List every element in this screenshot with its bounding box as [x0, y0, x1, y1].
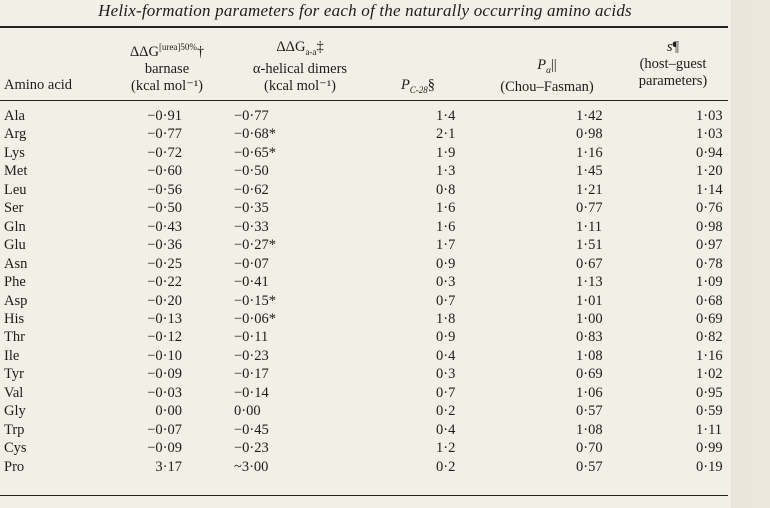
palpha-cell: 1·08 [576, 347, 603, 364]
amino-acid-cell: Ile [4, 347, 20, 364]
table-row [0, 236, 766, 254]
amino-acid-cell: Pro [4, 458, 25, 475]
s-cell: 1·09 [696, 274, 723, 291]
palpha-cell: 0·57 [576, 403, 603, 420]
s-cell: 0·99 [696, 440, 723, 457]
barnase-cell: −0·22 [147, 274, 182, 291]
pc28-cell: 1·4 [436, 108, 456, 124]
table-row [0, 402, 766, 420]
amino-acid-cell: Glu [4, 237, 26, 254]
header-rule [0, 100, 728, 101]
table-body [0, 107, 766, 476]
table-row [0, 162, 766, 180]
table-row [0, 458, 766, 476]
amino-acid-cell: Asp [4, 292, 28, 309]
table-row [0, 107, 766, 125]
dimers-cell: −0·06* [234, 310, 277, 327]
s-cell: 1·03 [696, 108, 723, 124]
palpha-cell: 1·16 [576, 144, 603, 161]
dimers-cell: −0·50 [234, 163, 269, 180]
dimers-cell: −0·23 [234, 347, 269, 364]
dimers-cell: −0·62 [234, 181, 269, 198]
palpha-cell: 1·51 [576, 237, 603, 254]
table-row [0, 365, 766, 383]
table-row [0, 384, 766, 402]
header-pc28: $P_{C-28}\S$ [400, 77, 436, 95]
table-row [0, 199, 766, 217]
s-cell: 0·95 [696, 384, 723, 401]
dimers-cell: −0·35 [234, 200, 269, 217]
palpha-cell: 0·77 [576, 200, 603, 217]
palpha-cell: 1·11 [576, 218, 603, 235]
palpha-cell: 1·13 [576, 274, 603, 291]
palpha-cell: 0·69 [576, 366, 603, 383]
barnase-cell: −0·13 [147, 310, 182, 327]
top-rule [0, 26, 728, 28]
barnase-cell: −0·10 [147, 347, 182, 364]
barnase-cell: −0·91 [147, 108, 182, 124]
pc28-cell: 0·2 [436, 403, 456, 420]
barnase-cell: −0·72 [147, 144, 182, 161]
pc28-cell: 0·3 [436, 274, 456, 291]
dimers-cell: −0·77 [234, 108, 269, 124]
amino-acid-cell: Tyr [4, 366, 24, 383]
s-cell: 0·94 [696, 144, 723, 161]
s-cell: 1·02 [696, 366, 723, 383]
amino-acid-cell: Trp [4, 421, 25, 438]
palpha-cell: 1·42 [576, 108, 603, 124]
palpha-cell: 0·57 [576, 458, 603, 475]
pc28-cell: 1·8 [436, 310, 456, 327]
dimers-cell: −0·23 [234, 440, 269, 457]
s-cell: 0·69 [696, 310, 723, 327]
dimers-cell: −0·68* [234, 126, 277, 143]
dimers-cell: −0·41 [234, 274, 269, 291]
header-palpha: $P_\alpha||$ (Chou–Fasman) [500, 57, 594, 95]
table-row [0, 292, 766, 310]
amino-acid-cell: Phe [4, 274, 26, 291]
dimers-cell: −0·07 [234, 255, 269, 272]
dimers-cell: ~3·00 [234, 458, 269, 475]
pc28-cell: 0·7 [436, 384, 456, 401]
dimers-cell: −0·33 [234, 218, 269, 235]
s-cell: 0·97 [696, 237, 723, 254]
barnase-cell: −0·77 [147, 126, 182, 143]
header-dimers: $\Delta\Delta G_{a-a}\ddagger$ α-helical dimers (kcal mol⁻¹) [252, 39, 348, 94]
table-row [0, 273, 766, 291]
page-edge [731, 0, 770, 508]
palpha-cell: 1·08 [576, 421, 603, 438]
dimers-cell: −0·14 [234, 384, 269, 401]
barnase-cell: −0·43 [147, 218, 182, 235]
barnase-cell: −0·03 [147, 384, 182, 401]
barnase-cell: −0·25 [147, 255, 182, 272]
table-row [0, 421, 766, 439]
pc28-cell: 0·9 [436, 329, 456, 346]
table-row [0, 218, 766, 236]
header-s: s¶ (host–guest parameters) [638, 39, 708, 89]
dimers-cell: −0·15* [234, 292, 277, 309]
pc28-cell: 1·6 [436, 200, 456, 217]
pc28-cell: 0·8 [436, 181, 456, 198]
header-barnase: $\Delta\Delta G^{[urea]50\%}\dagger$ barnase (kcal mol⁻¹) [129, 42, 205, 94]
dimers-cell: −0·11 [234, 329, 269, 346]
s-cell: 0·98 [696, 218, 723, 235]
pc28-cell: 1·2 [436, 440, 456, 457]
amino-acid-cell: Asn [4, 255, 28, 272]
barnase-cell: −0·56 [147, 181, 182, 198]
data-table [0, 107, 766, 476]
dimers-cell: −0·65* [234, 144, 277, 161]
bottom-rule [0, 495, 728, 496]
amino-acid-cell: Leu [4, 181, 27, 198]
dimers-cell: −0·45 [234, 421, 269, 438]
palpha-cell: 0·83 [576, 329, 603, 346]
pc28-cell: 2·1 [436, 126, 456, 143]
barnase-cell: −0·20 [147, 292, 182, 309]
amino-acid-cell: Thr [4, 329, 25, 346]
s-cell: 0·82 [696, 329, 723, 346]
palpha-cell: 0·70 [576, 440, 603, 457]
barnase-cell: −0·09 [147, 366, 182, 383]
pc28-cell: 1·7 [436, 237, 456, 254]
pc28-cell: 0·3 [436, 366, 456, 383]
s-cell: 1·20 [696, 163, 723, 180]
amino-acid-cell: Lys [4, 144, 25, 161]
header-amino-acid: Amino acid [4, 77, 73, 93]
amino-acid-cell: Gln [4, 218, 26, 235]
table-row [0, 144, 766, 162]
s-cell: 0·68 [696, 292, 723, 309]
pc28-cell: 1·9 [436, 144, 456, 161]
amino-acid-cell: His [4, 310, 25, 327]
amino-acid-cell: Ala [4, 108, 25, 124]
barnase-cell: 0·00 [155, 403, 182, 420]
palpha-cell: 0·98 [576, 126, 603, 143]
table-row [0, 347, 766, 365]
palpha-cell: 1·01 [576, 292, 603, 309]
table-row [0, 310, 766, 328]
barnase-cell: −0·36 [147, 237, 182, 254]
palpha-cell: 1·00 [576, 310, 603, 327]
pc28-cell: 0·4 [436, 347, 456, 364]
pc28-cell: 1·6 [436, 218, 456, 235]
amino-acid-cell: Gly [4, 403, 26, 420]
pc28-cell: 0·7 [436, 292, 456, 309]
s-cell: 1·14 [696, 181, 723, 198]
palpha-cell: 1·21 [576, 181, 603, 198]
s-cell: 1·03 [696, 126, 723, 143]
pc28-cell: 0·9 [436, 255, 456, 272]
barnase-cell: −0·07 [147, 421, 182, 438]
amino-acid-cell: Ser [4, 200, 24, 217]
palpha-cell: 1·45 [576, 163, 603, 180]
palpha-cell: 0·67 [576, 255, 603, 272]
barnase-cell: 3·17 [155, 458, 182, 475]
table-caption: Helix-formation parameters for each of the naturally occurring amino acids [98, 1, 632, 20]
s-cell: 0·59 [696, 403, 723, 420]
s-cell: 1·11 [696, 421, 723, 438]
table-row [0, 255, 766, 273]
amino-acid-cell: Arg [4, 126, 27, 143]
s-cell: 1·16 [696, 347, 723, 364]
s-cell: 0·19 [696, 458, 723, 475]
amino-acid-cell: Cys [4, 440, 27, 457]
pc28-cell: 0·4 [436, 421, 456, 438]
barnase-cell: −0·12 [147, 329, 182, 346]
barnase-cell: −0·09 [147, 440, 182, 457]
dimers-cell: −0·27* [234, 237, 277, 254]
table-row [0, 125, 766, 143]
dimers-cell: −0·17 [234, 366, 269, 383]
table-row [0, 439, 766, 457]
table-row [0, 181, 766, 199]
barnase-cell: −0·50 [147, 200, 182, 217]
dimers-cell: 0·00 [234, 403, 261, 420]
pc28-cell: 1·3 [436, 163, 456, 180]
s-cell: 0·78 [696, 255, 723, 272]
palpha-cell: 1·06 [576, 384, 603, 401]
amino-acid-cell: Met [4, 163, 28, 180]
barnase-cell: −0·60 [147, 163, 182, 180]
table-row [0, 328, 766, 346]
s-cell: 0·76 [696, 200, 723, 217]
pc28-cell: 0·2 [436, 458, 456, 475]
amino-acid-cell: Val [4, 384, 24, 401]
